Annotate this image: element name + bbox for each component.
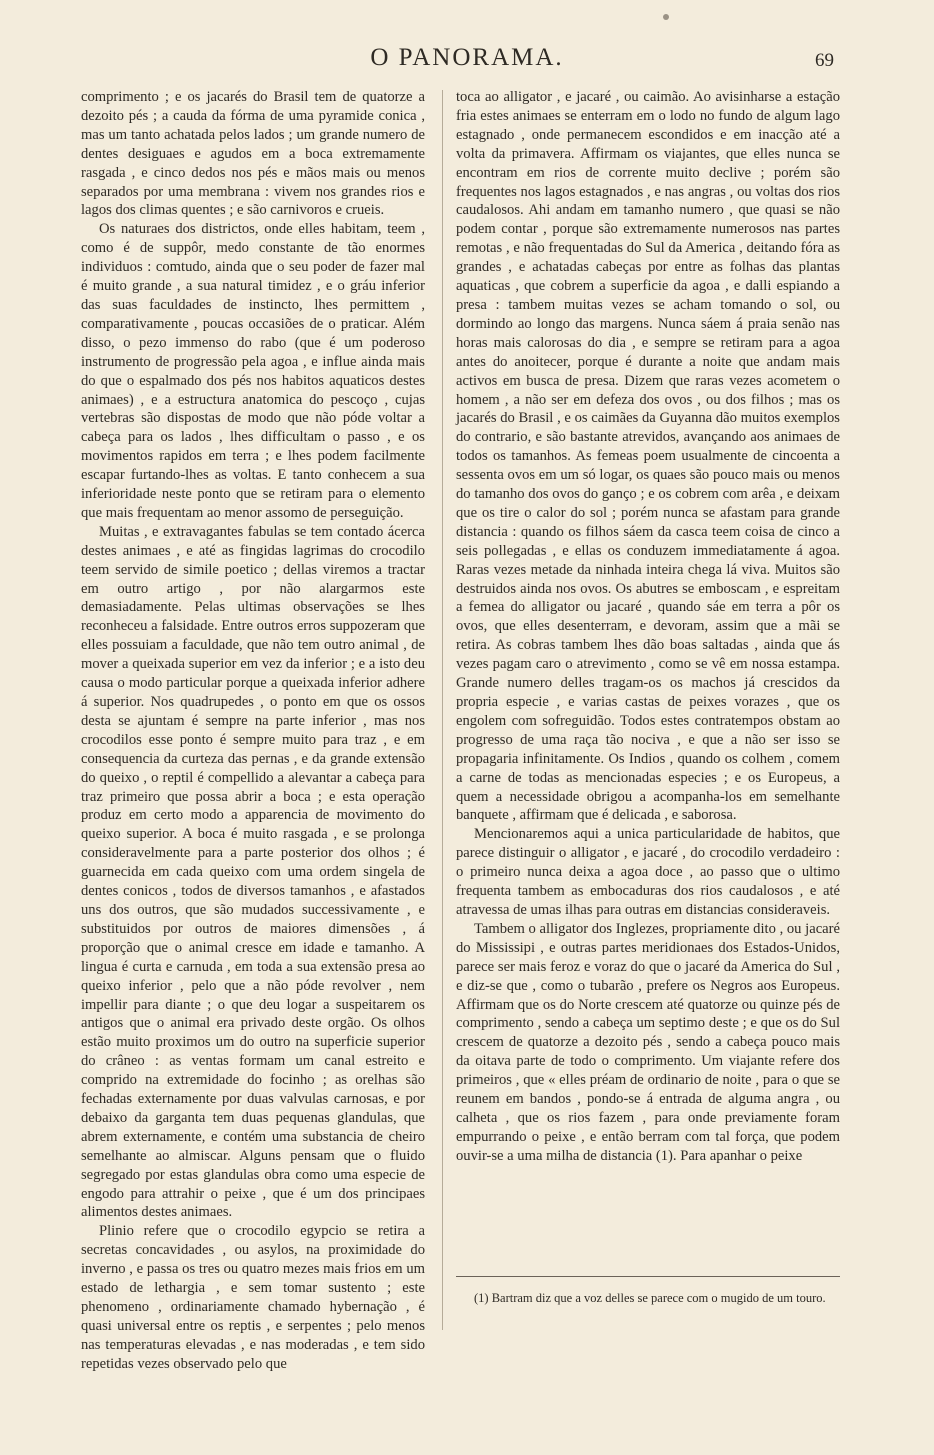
footnote-text: Bartram diz que a voz delles se parece com o mugido de um touro. — [491, 1291, 826, 1305]
page-title: O PANORAMA. — [370, 44, 564, 71]
paragraph: Plinio refere que o crocodilo egypcio se retira a secretas concavidades , ou asylos, na proximidade do inverno , e passa os tres ou quatro mezes mais frios em um estado de lethargia , e sem tomar sustento ; este phenomeno , ordinariamente chamado hybernação , é quasi universal entre os reptis , e serpentes ; pelo menos nas temperaturas elevadas , e nas moderadas , e tem sido repetidas vezes observado pelo que — [81, 1223, 425, 1372]
paragraph: Os naturaes dos districtos, onde elles habitam, teem , como é de suppôr, medo constante de tão enormes individuos : comtudo, ainda que o seu poder de fazer mal é muito grande , a sua natural timidez , e o gráu inferior das suas faculdades de instincto, lhes permittem , comparativamente , poucas occasiões de o praticar. Além disso, o pezo immenso do rabo (que é um poderoso instrumento de progressão pela agoa , e influe ainda mais do que o espalmado dos pés nos habitos aquaticos destes animaes) , e a estructura anatomica do pescoço , cujas vertebras são dispostas de modo que não póde voltar a cabeça para os lados , lhes difficultam o passo , e os movimentos rapidos em terra ; e lhes podem facilmente escapar furtando-lhes as voltas. E tanto conhecem a sua inferioridade neste ponto que se retiram para o elemento que mais frequentam ao menor assomo de perseguição. — [81, 221, 425, 521]
footnote-marker: (1) — [474, 1291, 489, 1305]
paragraph: toca ao alligator , e jacaré , ou caimão. Ao avisinharse a estação fria estes animaes se enterram em o lodo no fundo de algum lago estagnado , onde permanecem escondidos e em inacção até a volta da primavera. Affirmam os viajantes, que elles nunca se encontram em rios de corrente muito declive ; porém são frequentes nos lagos estagnados , e nas angras , ou voltas dos rios caudalosos. Ahi andam em tamanho numero , que quasi se não podem contar , porque são extremamente numerosos nas partes remotas , e não frequentadas do Sul da America , deitando fóra as grandes , e achatadas cabeças por entre as folhas das plantas aquaticas , que cobrem a superficie da agoa , e dalli espiando a presa : tambem muitas vezes se acham tomando o sol, ou dormindo ao longo das margens. Nunca sáem á praia senão nas horas mais calorosas do dia , e sempre se retiram para a agoa antes do anoitecer, porque é durante a noite que andam mais activos em busca de presa. Dizem que raras vezes acometem o homem , a não ser em defeza dos ovos , ou dos filhos ; mas os jacarés do Brasil , e os caimães da Guyanna dão muitos exemplos do contrario, e são bastante atrevidos, avançando aos animaes de todos os tamanhos. As femeas poem usualmente de cincoenta a sessenta ovos em um só logar, os quaes são pouco mais ou menos do tamanho dos ovos do ganço ; e os cobrem com arêa , e deixam que os tire o calor do sol ; porém nunca se afastam para grande distancia : quando os filhos sáem da casca teem coisa de cinco a seis pollegadas , e ellas os conduzem immediatamente á agoa. Raras vezes metade da ninhada inteira chega lá viva. Muitos são destruidos ainda nos ovos. Os abutres se emboscam , e espreitam a femea do alligator ou jacaré , quando sáe em terra a pôr os ovos, que elles desenterram, e devoram, assim que a mãi se retira. As cobras tambem lhes dão boas saltadas , ainda que ás vezes pagam caro o atrevimento , como se vê em nossa estampa. Grande numero delles tragam-os os machos já crescidos da propria especie , e varias castas de peixes vorazes , que os engolem com sofreguidão. Todos estes contratempos obstam ao progresso de uma raça tão nociva , e que a não ser isso se propagaria infinitamente. Os Indios , quando os colhem , comem a carne de todas as mencionadas especies ; e os Europeus, a quem a necessidade obrigou a acompanha-los em semelhante banquete , affirmam que é delicada , e saborosa. — [456, 89, 840, 824]
paragraph: Mencionaremos aqui a unica particularidade de habitos, que parece distinguir o alligator , e jacaré , do crocodilo verdadeiro : o primeiro nunca deixa a agoa doce , ao passo que o ultimo frequenta tambem as embocaduras dos rios caudalosos , e até atravessa de umas ilhas para outras em distancias consideraveis. — [456, 826, 840, 918]
left-column — [81, 88, 425, 1374]
page-number: 69 — [815, 50, 834, 71]
column-divider — [442, 90, 443, 1330]
paragraph: comprimento ; e os jacarés do Brasil tem de quatorze a dezoito pés ; a cauda da fórma de uma pyramide conica , mas um tanto achatada pelos lados ; um grande numero de dentes desiguaes e agudos em a boca extremamente rasgada , e cinco dedos nos pés e mãos mais ou menos separados por uma membrana : vivem nos grandes rios e lagos dos climas quentes ; e são carnivoros e crueis. — [81, 89, 425, 219]
ink-spot — [663, 14, 669, 20]
right-column — [456, 88, 840, 1166]
paragraph: Tambem o alligator dos Inglezes, propriamente dito , ou jacaré do Mississipi , e outras partes meridionaes dos Estados-Unidos, parece ser mais feroz e voraz do que o jacaré da America do Sul , e diz-se que , como o tubarão , prefere os Negros aos Europeus. Affirmam que os do Norte crescem até quatorze ou quinze pés de comprimento , sendo a cabeça um septimo deste ; e que os do Sul crescem de quatorze a dezoito pés , sendo a cabeça pouco mais da oitava parte de todo o comprimento. Um viajante refere dos primeiros , que « elles préam de ordinario de noite , para o que se reunem em bandos , pondo-se á entrada de alguma angra , ou calheta , que os rios fazem , para onde previamente foram empurrando o peixe , e então berram com tal força, que podem ouvir-se a uma milha de distancia (1). Para apanhar o peixe — [456, 920, 840, 1164]
footnote — [456, 1290, 840, 1306]
paragraph: Muitas , e extravagantes fabulas se tem contado ácerca destes animaes , e até as fingidas lagrimas do crocodilo teem servido de simile poetico ; dellas viremos a tractar em outro artigo , por não alargarmos este demasiadamente. Pelas ultimas observações se lhes reconheceu a falsidade. Entre outros erros suppozeram que elles possuiam a faculdade, que não tem outro animal , de mover a queixada superior em vez da inferior ; e a isto deu causa o modo particular porque a queixada inferior adhere á superior. Nos quadrupedes , o ponto em que os ossos desta se ajuntam é sempre na parte inferior , mas nos crocodilos esse ponto é sempre muito para traz , e em consequencia da curteza das pernas , e da grande extensão do queixo , o reptil é compellido a alevantar a cabeça para traz primeiro que possa abrir a boca ; e esta operação produz em certo modo a apparencia de movimento do queixo superior. A boca é muito rasgada , e se prolonga consideravelmente para a parte posterior dos olhos ; é guarnecida em cada queixo com uma ordem singela de dentes conicos , todos de diversos tamanhos , e afastados uns dos outros, que são mudados successivamente , e substituidos por outros de maiores dimensões , á proporção que o animal cresce em idade e tamanho. A lingua é curta e carnuda , em toda a sua extensão presa ao queixo inferior , pelo que a não póde revolver , nem impellir para diante ; o que deu logar a suspeitarem os antigos que o animal era privado deste orgão. Os olhos estão muito proximos um do outro na superficie superior do crâneo : as ventas formam um canal estreito e comprido na extremidade do focinho ; as orelhas são fechadas externamente por duas valvulas carnosas, e por debaixo da garganta tem duas pequenas glandulas, que abrem externamente, e contém uma substancia de cheiro semelhante ao almiscar. Alguns pensam que o fluido segregado por estas glandulas obra como uma especie de engodo para attrahir o peixe , que é um dos principaes alimentos destes animaes. — [81, 523, 425, 1221]
footnote-rule — [456, 1276, 840, 1277]
